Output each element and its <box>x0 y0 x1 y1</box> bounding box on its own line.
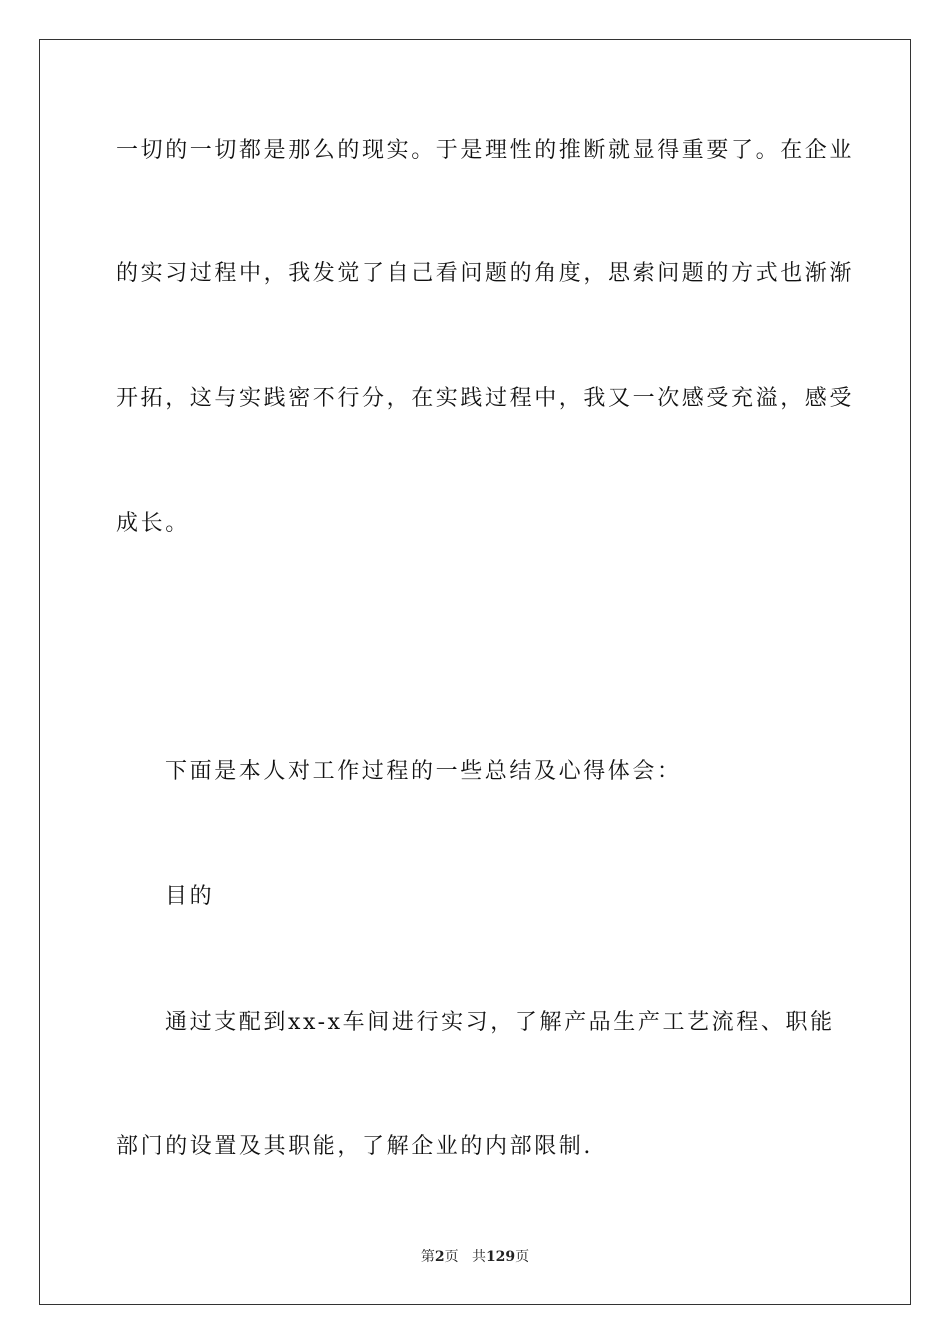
footer-page-prefix: 第 <box>420 1249 435 1265</box>
text-line-2: 的实习过程中，我发觉了自己看问题的角度，思索问题的方式也渐渐 <box>116 261 855 286</box>
text-line-3: 开拓，这与实践密不行分，在实践过程中，我又一次感受充溢，感受 <box>116 386 855 411</box>
text-line-intro: 下面是本人对工作过程的一些总结及心得体会： <box>165 759 682 784</box>
page-footer <box>0 1247 950 1267</box>
section-heading-purpose: 目的 <box>165 884 215 909</box>
text-line-1: 一切的一切都是那么的现实。于是理性的推断就显得重要了。在企业 <box>116 138 855 163</box>
footer-page-suffix: 页 <box>444 1249 459 1265</box>
footer-page-number: 2 <box>434 1249 445 1265</box>
footer-total-pages: 129 <box>485 1249 516 1265</box>
text-line-purpose-2: 部门的设置及其职能，了解企业的内部限制. <box>116 1134 593 1159</box>
page-border <box>39 39 911 1305</box>
text-line-4: 成长。 <box>116 511 190 536</box>
text-line-purpose-1: 通过支配到xx-x车间进行实习，了解产品生产工艺流程、职能 <box>165 1010 835 1035</box>
footer-total-prefix: 共 <box>471 1249 486 1265</box>
footer-total-suffix: 页 <box>515 1249 530 1265</box>
